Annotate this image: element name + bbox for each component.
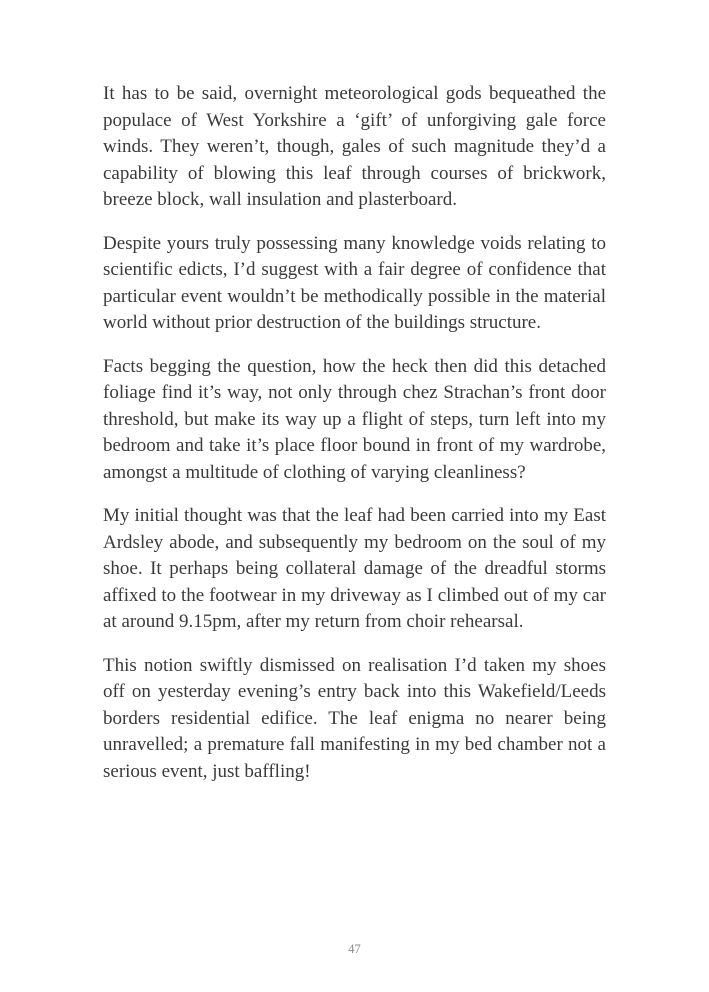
- body-text-block: [103, 81, 606, 785]
- paragraph-3: Facts begging the question, how the heck then did this detached foliage find it’s way, not only through chez Strachan’s front door threshold, but make its way up a flight of steps, turn left into my bedroom and take it’s place floor bound in front of my wardrobe, amongst a multitude of clothing of varying cleanliness?: [103, 355, 606, 483]
- paragraph-2: Despite yours truly possessing many knowledge voids relating to scientific edicts, I’d suggest with a fair degree of confidence that particular event wouldn’t be methodically possible in the material world without prior destruction of the buildings structure.: [103, 232, 606, 333]
- paragraph-4: My initial thought was that the leaf had been carried into my East Ardsley abode, and subsequently my bedroom on the soul of my shoe. It perhaps being collateral damage of the dreadful storms affixed to the footwear in my driveway as I climbed out of my car at around 9.15pm, after my return from choir rehearsal.: [103, 505, 606, 632]
- page-number: 47: [348, 942, 361, 956]
- paragraph-5: This notion swiftly dismissed on realisation I’d taken my shoes off on yesterday evening’s entry back into this Wakefield/Leeds borders residential edifice. The leaf enigma no nearer being unravelled; a premature fall manifesting in my bed chamber not a serious event, just baffling!: [103, 654, 606, 782]
- paragraph-1: It has to be said, overnight meteorological gods bequeathed the populace of West Yorkshire a ‘gift’ of unforgiving gale force winds. They weren’t, though, gales of such magnitude they’d a capability of blowing this leaf through courses of brickwork, breeze block, wall insulation and plasterboard.: [103, 83, 606, 210]
